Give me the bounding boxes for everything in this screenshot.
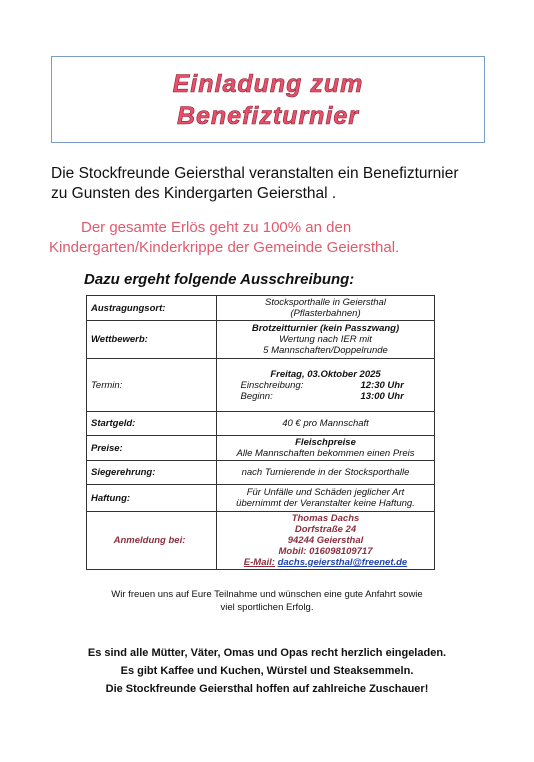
liability-line-2: übernimmt der Veranstalter keine Haftung. [236,498,415,509]
ceremony-label: Siegerehrung: [87,461,217,485]
title-line-1: Einladung zum [172,69,364,98]
registration-label: Anmeldung bei: [87,512,217,570]
proceeds-line-1: Der gesamte Erlös geht zu 100% an den [81,219,352,236]
competition-line-2: Wertung nach IER mit [279,334,372,345]
venue-value [217,296,435,321]
start-time-label: Beginn: [240,390,273,402]
competition-line-3: 5 Mannschaften/Doppelrunde [263,345,388,356]
date-times [221,380,430,402]
venue-line-1: Stocksporthalle in Geiersthal [265,297,386,308]
table-row-ceremony [87,461,435,485]
contact-mobile: Mobil: 016098109717 [278,546,373,557]
closing-line-1: Wir freuen uns auf Eure Teilnahme und wünschen eine gute Anfahrt sowie [111,589,423,600]
final-line-1: Es sind alle Mütter, Väter, Omas und Opas recht herzlich eingeladen. [87,647,447,659]
competition-line-1: Brotzeitturnier (kein Passzwang) [251,323,400,334]
liability-label: Haftung: [87,485,217,512]
section-heading: Dazu ergeht folgende Ausschreibung: [84,271,355,288]
title-line-2: Benefizturnier [176,101,360,130]
prizes-value [217,436,435,461]
final-invitation [40,644,494,698]
contact-city: 94244 Geiersthal [287,535,364,546]
closing-text [51,588,483,614]
proceeds-text [49,218,399,258]
date-day: Freitag, 03.Oktober 2025 [270,368,381,380]
final-line-2: Es gibt Kaffee und Kuchen, Würstel und Steaksemmeln. [120,665,414,677]
tournament-info-table [86,295,435,570]
contact-email-row [221,557,430,568]
date-label: Termin: [87,359,217,412]
table-row-venue [87,296,435,321]
liability-value [217,485,435,512]
table-row-fee [87,412,435,436]
registration-time-value: 12:30 Uhr [360,379,404,391]
ceremony-value: nach Turnierende in der Stocksporthalle [217,461,435,485]
table-row-registration [87,512,435,570]
table-row-competition [87,321,435,359]
table-row-prizes [87,436,435,461]
email-link[interactable]: dachs.geiersthal@freenet.de [277,557,408,568]
liability-line-1: Für Unfälle und Schäden jeglicher Art [246,487,405,498]
contact-name: Thomas Dachs [291,513,360,524]
date-value [217,359,435,412]
fee-value: 40 € pro Mannschaft [217,412,435,436]
competition-value [217,321,435,359]
intro-line-1: Die Stockfreunde Geiersthal veranstalten ein Benefizturnier [51,165,459,182]
venue-label: Austragungsort: [87,296,217,321]
email-label: E-Mail: [243,557,275,568]
intro-text [51,164,459,204]
contact-street: Dorfstraße 24 [294,524,357,535]
final-line-3: Die Stockfreunde Geiersthal hoffen auf zahlreiche Zuschauer! [105,683,429,695]
registration-time-label: Einschreibung: [240,379,304,391]
prizes-label: Preise: [87,436,217,461]
prizes-line-2: Alle Mannschaften bekommen einen Preis [236,448,415,459]
table-row-date [87,359,435,412]
prizes-line-1: Fleischpreise [295,437,356,448]
start-time-value: 13:00 Uhr [360,390,404,402]
venue-line-2: (Pflasterbahnen) [290,308,361,319]
table-row-liability [87,485,435,512]
fee-label: Startgeld: [87,412,217,436]
registration-value [217,512,435,570]
closing-line-2: viel sportlichen Erfolg. [220,602,314,613]
proceeds-line-2: Kindergarten/Kinderkrippe der Gemeinde Geiersthal. [49,239,400,256]
intro-line-2: zu Gunsten des Kindergarten Geiersthal . [51,185,337,202]
title-box [51,56,485,143]
competition-label: Wettbewerb: [87,321,217,359]
